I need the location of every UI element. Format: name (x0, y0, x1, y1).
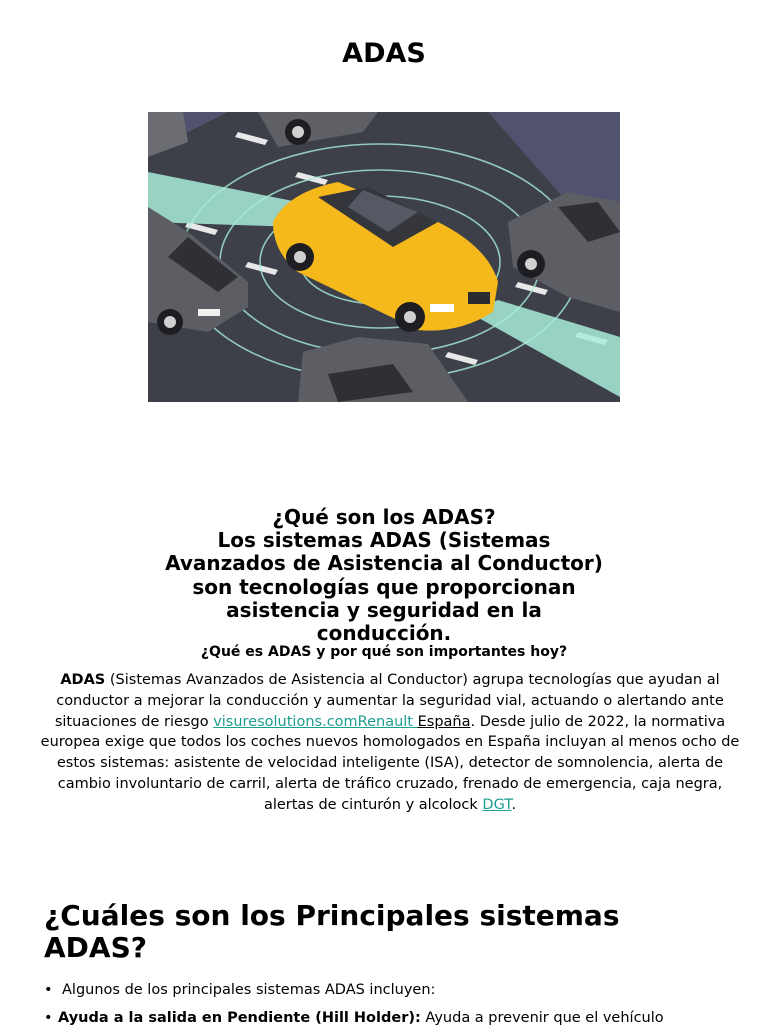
list-item-text: Algunos de los principales sistemas ADAS incluyen: (62, 982, 436, 998)
question-line: Avanzados de Asistencia al Conductor) (165, 551, 603, 576)
paragraph-text: . Desde julio de 2022, la normativa europea exige que todos los coches nuevos homologados en España incluyan al menos ocho de estos sistemas: asistente de velocidad inteligente (ISA), detector de somnolencia, alerta de cambio involuntario de carril, alerta de tráfico cruzado, frenado de emergencia, caja negra, alertas de cinturón y alcolock (40, 713, 740, 813)
question-line: conducción. (316, 621, 452, 646)
link-visuresolutions[interactable]: visuresolutions.com (213, 713, 358, 730)
list-item-bold: Ayuda a la salida en Pendiente (Hill Holder): (58, 1010, 421, 1026)
paragraph-text: (Sistemas Avanzados de Asistencia al Conductor) agrupa tecnologías que ayudan al conductor a mejorar la conducción y aumentar la seguridad vial, actuando o alertando ante situaciones de riesgo (54, 672, 724, 730)
adas-list (44, 980, 744, 1036)
hero-illustration (148, 112, 620, 402)
question-line: son tecnologías que proporcionan (192, 574, 576, 599)
page-title: ADAS (342, 38, 426, 69)
bold-term: ADAS (60, 672, 106, 688)
link-dgt[interactable]: DGT (482, 796, 512, 813)
question-block (120, 506, 648, 645)
question-line: asistencia y seguridad en la (226, 597, 542, 622)
section-heading: ¿Cuáles son los Principales sistemas ADAS? (44, 899, 620, 964)
subquestion-heading: ¿Qué es ADAS y por qué son importantes hoy? (200, 644, 568, 660)
paragraph-end: . (511, 796, 517, 813)
underlined-espana: España (417, 713, 471, 730)
list-item-text: Ayuda a prevenir que el vehículo (420, 1010, 664, 1026)
intro-paragraph (40, 670, 740, 816)
list-item (44, 1008, 744, 1028)
question-line: ¿Qué son los ADAS? (272, 505, 496, 529)
question-line: Los sistemas ADAS (Sistemas (217, 528, 551, 553)
list-item (44, 980, 744, 1000)
link-renault[interactable]: Renault (357, 713, 418, 730)
